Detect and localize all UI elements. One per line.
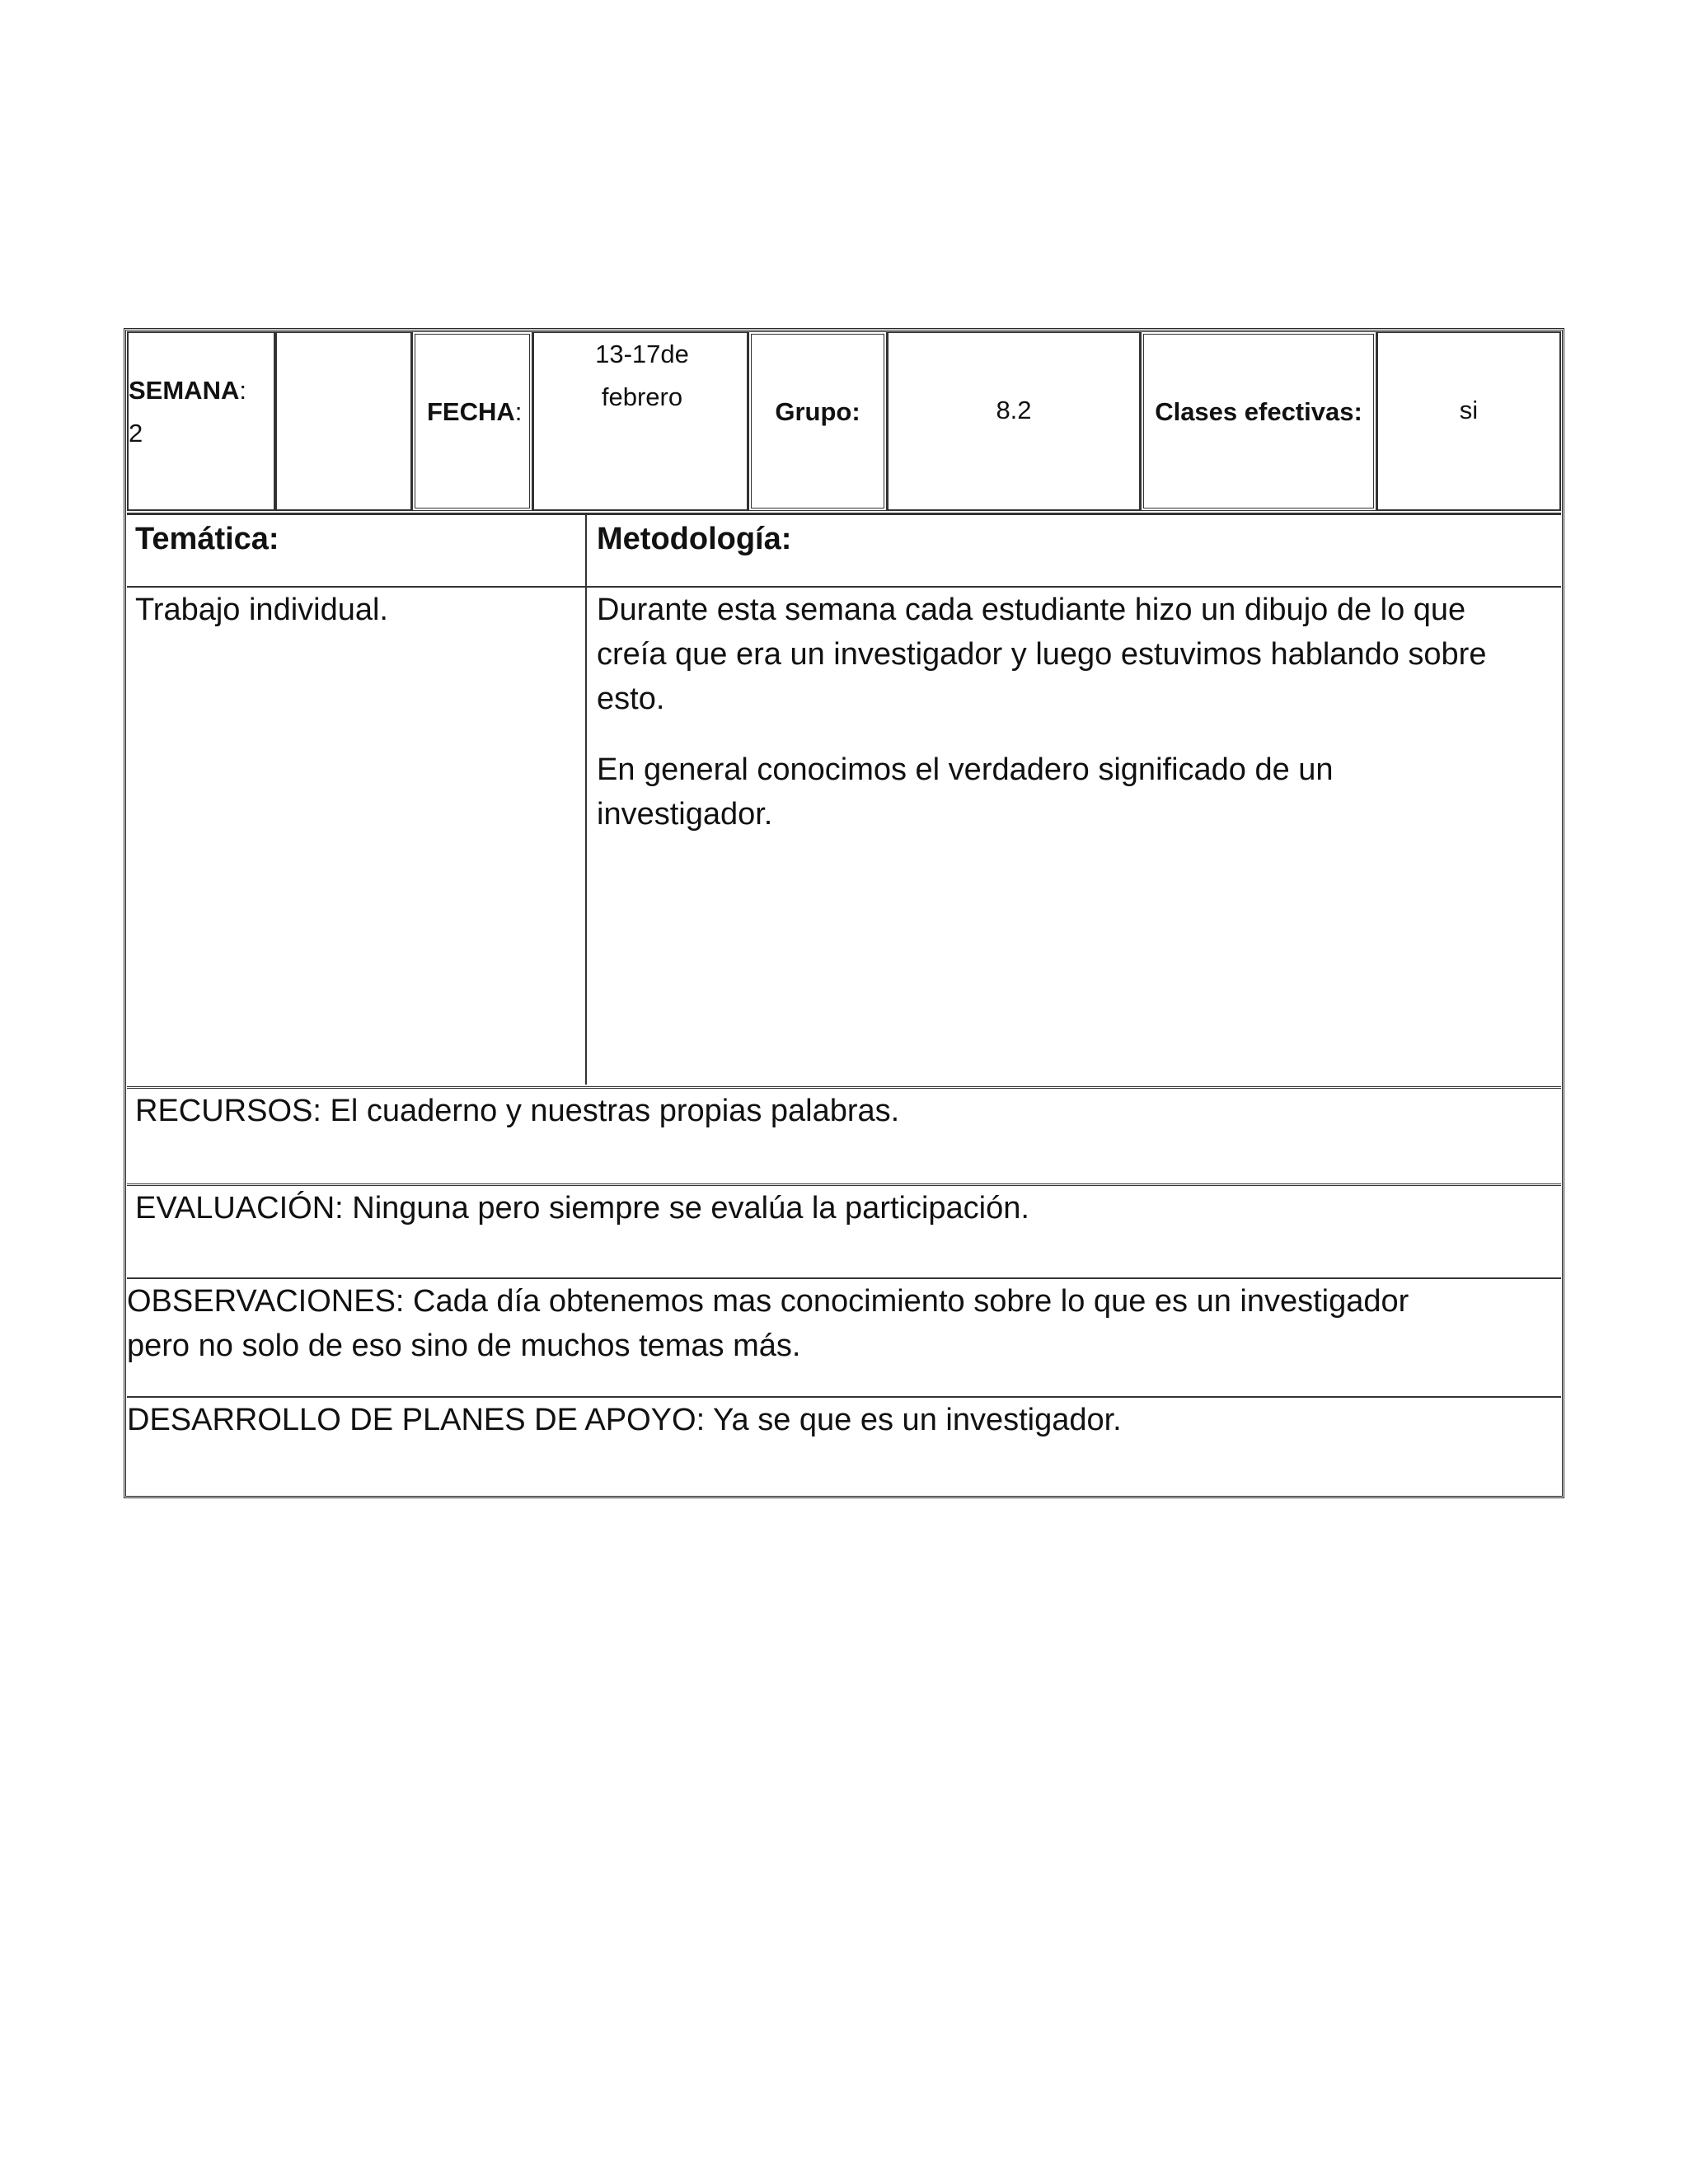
observaciones-line1: OBSERVACIONES: Cada día obtenemos mas conocimiento sobre lo que es un investigador [127, 1284, 1409, 1319]
evaluacion-row [127, 1183, 1561, 1277]
desarrollo-row [127, 1396, 1561, 1493]
planning-table [124, 328, 1564, 1498]
content-row [127, 586, 1561, 1086]
semana-colon: : [239, 376, 246, 405]
recursos-row [127, 1086, 1561, 1183]
metodologia-p1-line2: creía que era un investigador y luego estuvimos hablando sobre [597, 637, 1487, 672]
tematica-title: Temática: [135, 522, 279, 556]
metodologia-p2-line1: En general conocimos el verdadero significado de un [597, 752, 1334, 787]
column-divider [585, 514, 587, 1085]
clases-label-cell [1141, 331, 1376, 511]
header-row [127, 331, 1561, 511]
semana-empty-cell [275, 331, 412, 511]
observaciones-line2: pero no solo de eso sino de muchos temas más. [127, 1329, 801, 1363]
fecha-value-cell [532, 331, 748, 511]
fecha-colon: : [514, 397, 523, 426]
observaciones-text [127, 1279, 1409, 1368]
semana-label: SEMANA [129, 376, 240, 405]
metodologia-p1-line3: esto. [597, 682, 665, 716]
grupo-value: 8.2 [996, 396, 1032, 424]
clases-label: Clases efectivas: [1155, 397, 1362, 426]
tematica-content: Trabajo individual. [135, 593, 388, 627]
clases-value: si [1459, 396, 1479, 424]
metodologia-p1-line1: Durante esta semana cada estudiante hizo un dibujo de lo que [597, 593, 1466, 627]
evaluacion-text: EVALUACIÓN: Ninguna pero siempre se evalúa la participación. [135, 1191, 1029, 1226]
grupo-value-cell [887, 331, 1141, 511]
metodologia-p2-line2: investigador. [597, 797, 773, 832]
metodologia-content [597, 588, 1553, 837]
recursos-text: RECURSOS: El cuaderno y nuestras propias palabras. [135, 1094, 900, 1128]
grupo-label: Grupo: [775, 397, 860, 426]
observaciones-row [127, 1277, 1561, 1396]
titles-row [127, 513, 1561, 586]
semana-cell [127, 331, 275, 511]
clases-value-cell [1376, 331, 1561, 511]
semana-value: 2 [129, 419, 143, 448]
fecha-value-line2: febrero [601, 382, 683, 411]
metodologia-title: Metodología: [597, 522, 792, 556]
fecha-value-line1: 13-17de [595, 340, 689, 368]
fecha-label: FECHA [427, 397, 515, 426]
desarrollo-text: DESARROLLO DE PLANES DE APOYO: Ya se que es un investigador. [127, 1403, 1122, 1437]
fecha-label-cell [412, 331, 532, 511]
grupo-label-cell [748, 331, 887, 511]
